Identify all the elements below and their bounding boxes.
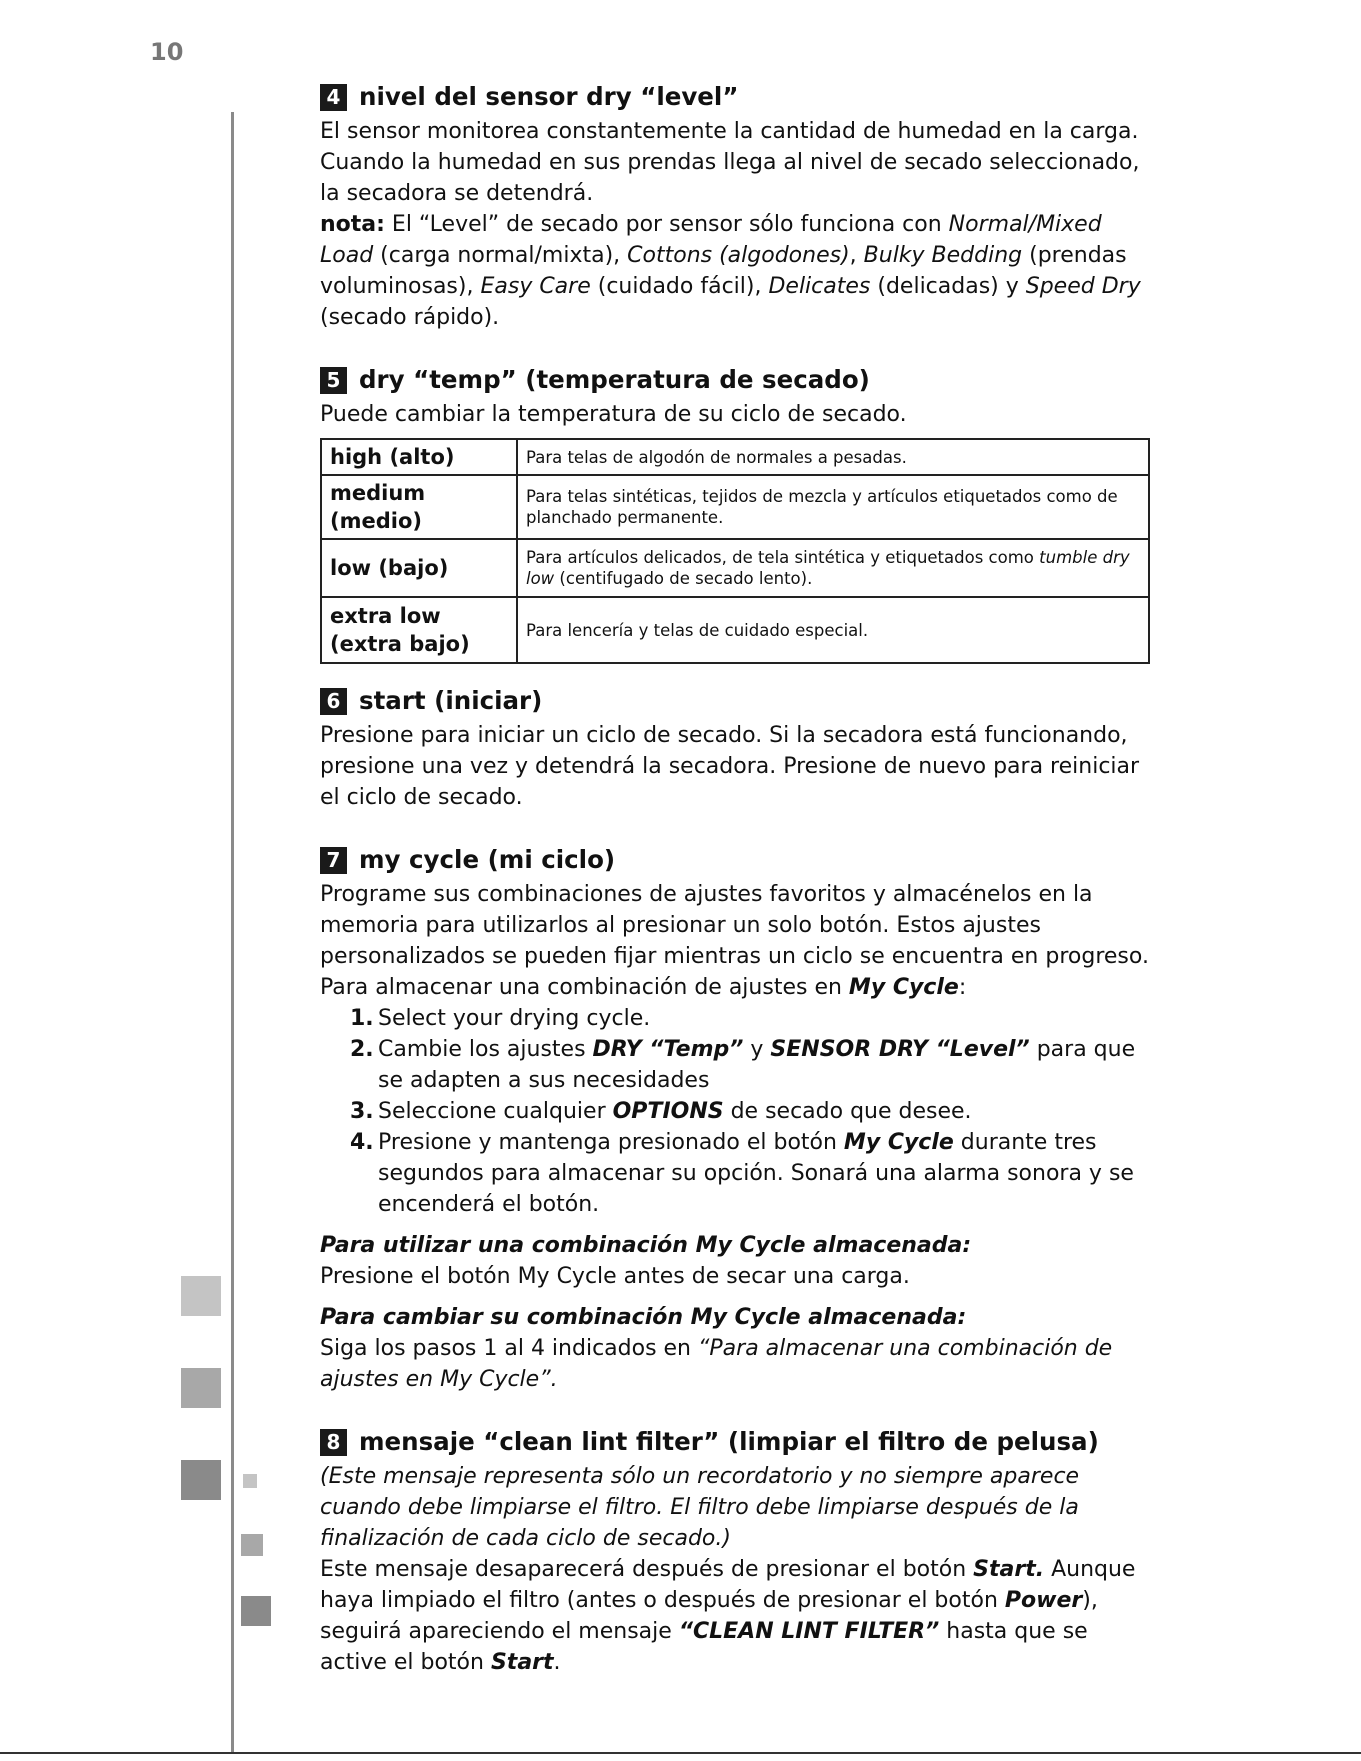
section-title: mensaje “clean lint filter” (limpiar el filtro de pelusa) [359, 1427, 1099, 1456]
section-title: my cycle (mi ciclo) [359, 845, 616, 874]
section-title: nivel del sensor dry “level” [359, 82, 739, 111]
section-dry-temp [320, 363, 1150, 664]
table-row [321, 475, 1149, 539]
deco-square-large-2 [181, 1368, 221, 1408]
subheading-change: Para cambiar su combinación My Cycle almacenada: [320, 1305, 967, 1330]
temp-label: extra low (extra bajo) [321, 597, 517, 663]
section-body: Programe sus combinaciones de ajustes favoritos y almacénelos en la memoria para utilizarlos al presionar un solo botón. Estos ajustes personalizados se pueden fijar mientras un ciclo se encuentra en progreso. [320, 882, 1149, 969]
temp-description: Para artículos delicados, de tela sintética y etiquetados como tumble dry low (centifugado de secado lento). [517, 539, 1149, 597]
section-start [320, 684, 1150, 813]
section-clean-lint-filter [320, 1425, 1150, 1678]
list-item: 1. Select your drying cycle. [350, 1006, 651, 1031]
section-number-badge: 7 [320, 847, 347, 874]
section-sensor-level [320, 80, 1150, 333]
section-number-badge: 8 [320, 1429, 347, 1456]
section-heading [320, 363, 1150, 397]
store-intro: Para almacenar una combinación de ajustes en My Cycle: [320, 975, 967, 1000]
section-my-cycle [320, 843, 1150, 1395]
section-number-badge: 4 [320, 84, 347, 111]
table-row [321, 539, 1149, 597]
margin-rule [231, 112, 234, 1752]
section-title: dry “temp” (temperatura de secado) [359, 365, 870, 394]
temp-label: high (alto) [321, 439, 517, 475]
steps-list [320, 1003, 1150, 1220]
page-number: 10 [150, 38, 184, 66]
section-heading [320, 684, 1150, 718]
list-item: 2. Cambie los ajustes DRY “Temp” y SENSOR DRY “Level” para que se adapten a sus necesidades [350, 1037, 1136, 1093]
temp-description: Para telas sintéticas, tejidos de mezcla y artículos etiquetados como de planchado permanente. [517, 475, 1149, 539]
section-number-badge: 6 [320, 688, 347, 715]
section-number-badge: 5 [320, 367, 347, 394]
deco-square-large-3 [181, 1460, 221, 1500]
table-row [321, 439, 1149, 475]
temp-label: medium (medio) [321, 475, 517, 539]
table-row [321, 597, 1149, 663]
page-content [320, 80, 1150, 1678]
temp-description: Para telas de algodón de normales a pesadas. [517, 439, 1149, 475]
section-body: Este mensaje desaparecerá después de presionar el botón Start. Aunque haya limpiado el filtro (antes o después de presionar el botón Power), seguirá apareciendo el mensaje “CLEAN LINT FILTER” hasta que se active el botón Start. [320, 1557, 1136, 1675]
section-body: El sensor monitorea constantemente la cantidad de humedad en la carga. Cuando la humedad en sus prendas llega al nivel de secado seleccionado, la secadora se detendrá. [320, 119, 1140, 206]
use-body: Presione el botón My Cycle antes de secar una carga. [320, 1264, 910, 1289]
list-item: 3. Seleccione cualquier OPTIONS de secado que desee. [350, 1099, 972, 1124]
temperature-table [320, 438, 1150, 664]
deco-square-small-3 [241, 1596, 271, 1626]
subheading-use: Para utilizar una combinación My Cycle almacenada: [320, 1233, 972, 1258]
section-heading [320, 1425, 1150, 1459]
temp-description: Para lencería y telas de cuidado especial. [517, 597, 1149, 663]
section-note: (Este mensaje representa sólo un recordatorio y no siempre aparece cuando debe limpiarse el filtro. El filtro debe limpiarse después de la finalización de cada ciclo de secado.) [320, 1464, 1080, 1551]
change-body: Siga los pasos 1 al 4 indicados en “Para almacenar una combinación de ajustes en My Cycle”. [320, 1336, 1113, 1392]
section-note: nota: El “Level” de secado por sensor sólo funciona con Normal/Mixed Load (carga normal/mixta), Cottons (algodones), Bulky Bedding (prendas voluminosas), Easy Care (cuidado fácil), Delicates (delicadas) y Speed Dry (secado rápido). [320, 212, 1141, 330]
temp-label: low (bajo) [321, 539, 517, 597]
section-title: start (iniciar) [359, 686, 543, 715]
deco-square-large-1 [181, 1276, 221, 1316]
list-item: 4. Presione y mantenga presionado el botón My Cycle durante tres segundos para almacenar su opción. Sonará una alarma sonora y se encenderá el botón. [350, 1130, 1134, 1217]
section-body: Puede cambiar la temperatura de su ciclo de secado. [320, 402, 907, 427]
section-heading [320, 80, 1150, 114]
bottom-rule [0, 1752, 1361, 1754]
section-body: Presione para iniciar un ciclo de secado. Si la secadora está funcionando, presione una vez y detendrá la secadora. Presione de nuevo para reiniciar el ciclo de secado. [320, 723, 1140, 810]
section-heading [320, 843, 1150, 877]
deco-square-small-1 [243, 1474, 257, 1488]
deco-square-small-2 [241, 1534, 263, 1556]
